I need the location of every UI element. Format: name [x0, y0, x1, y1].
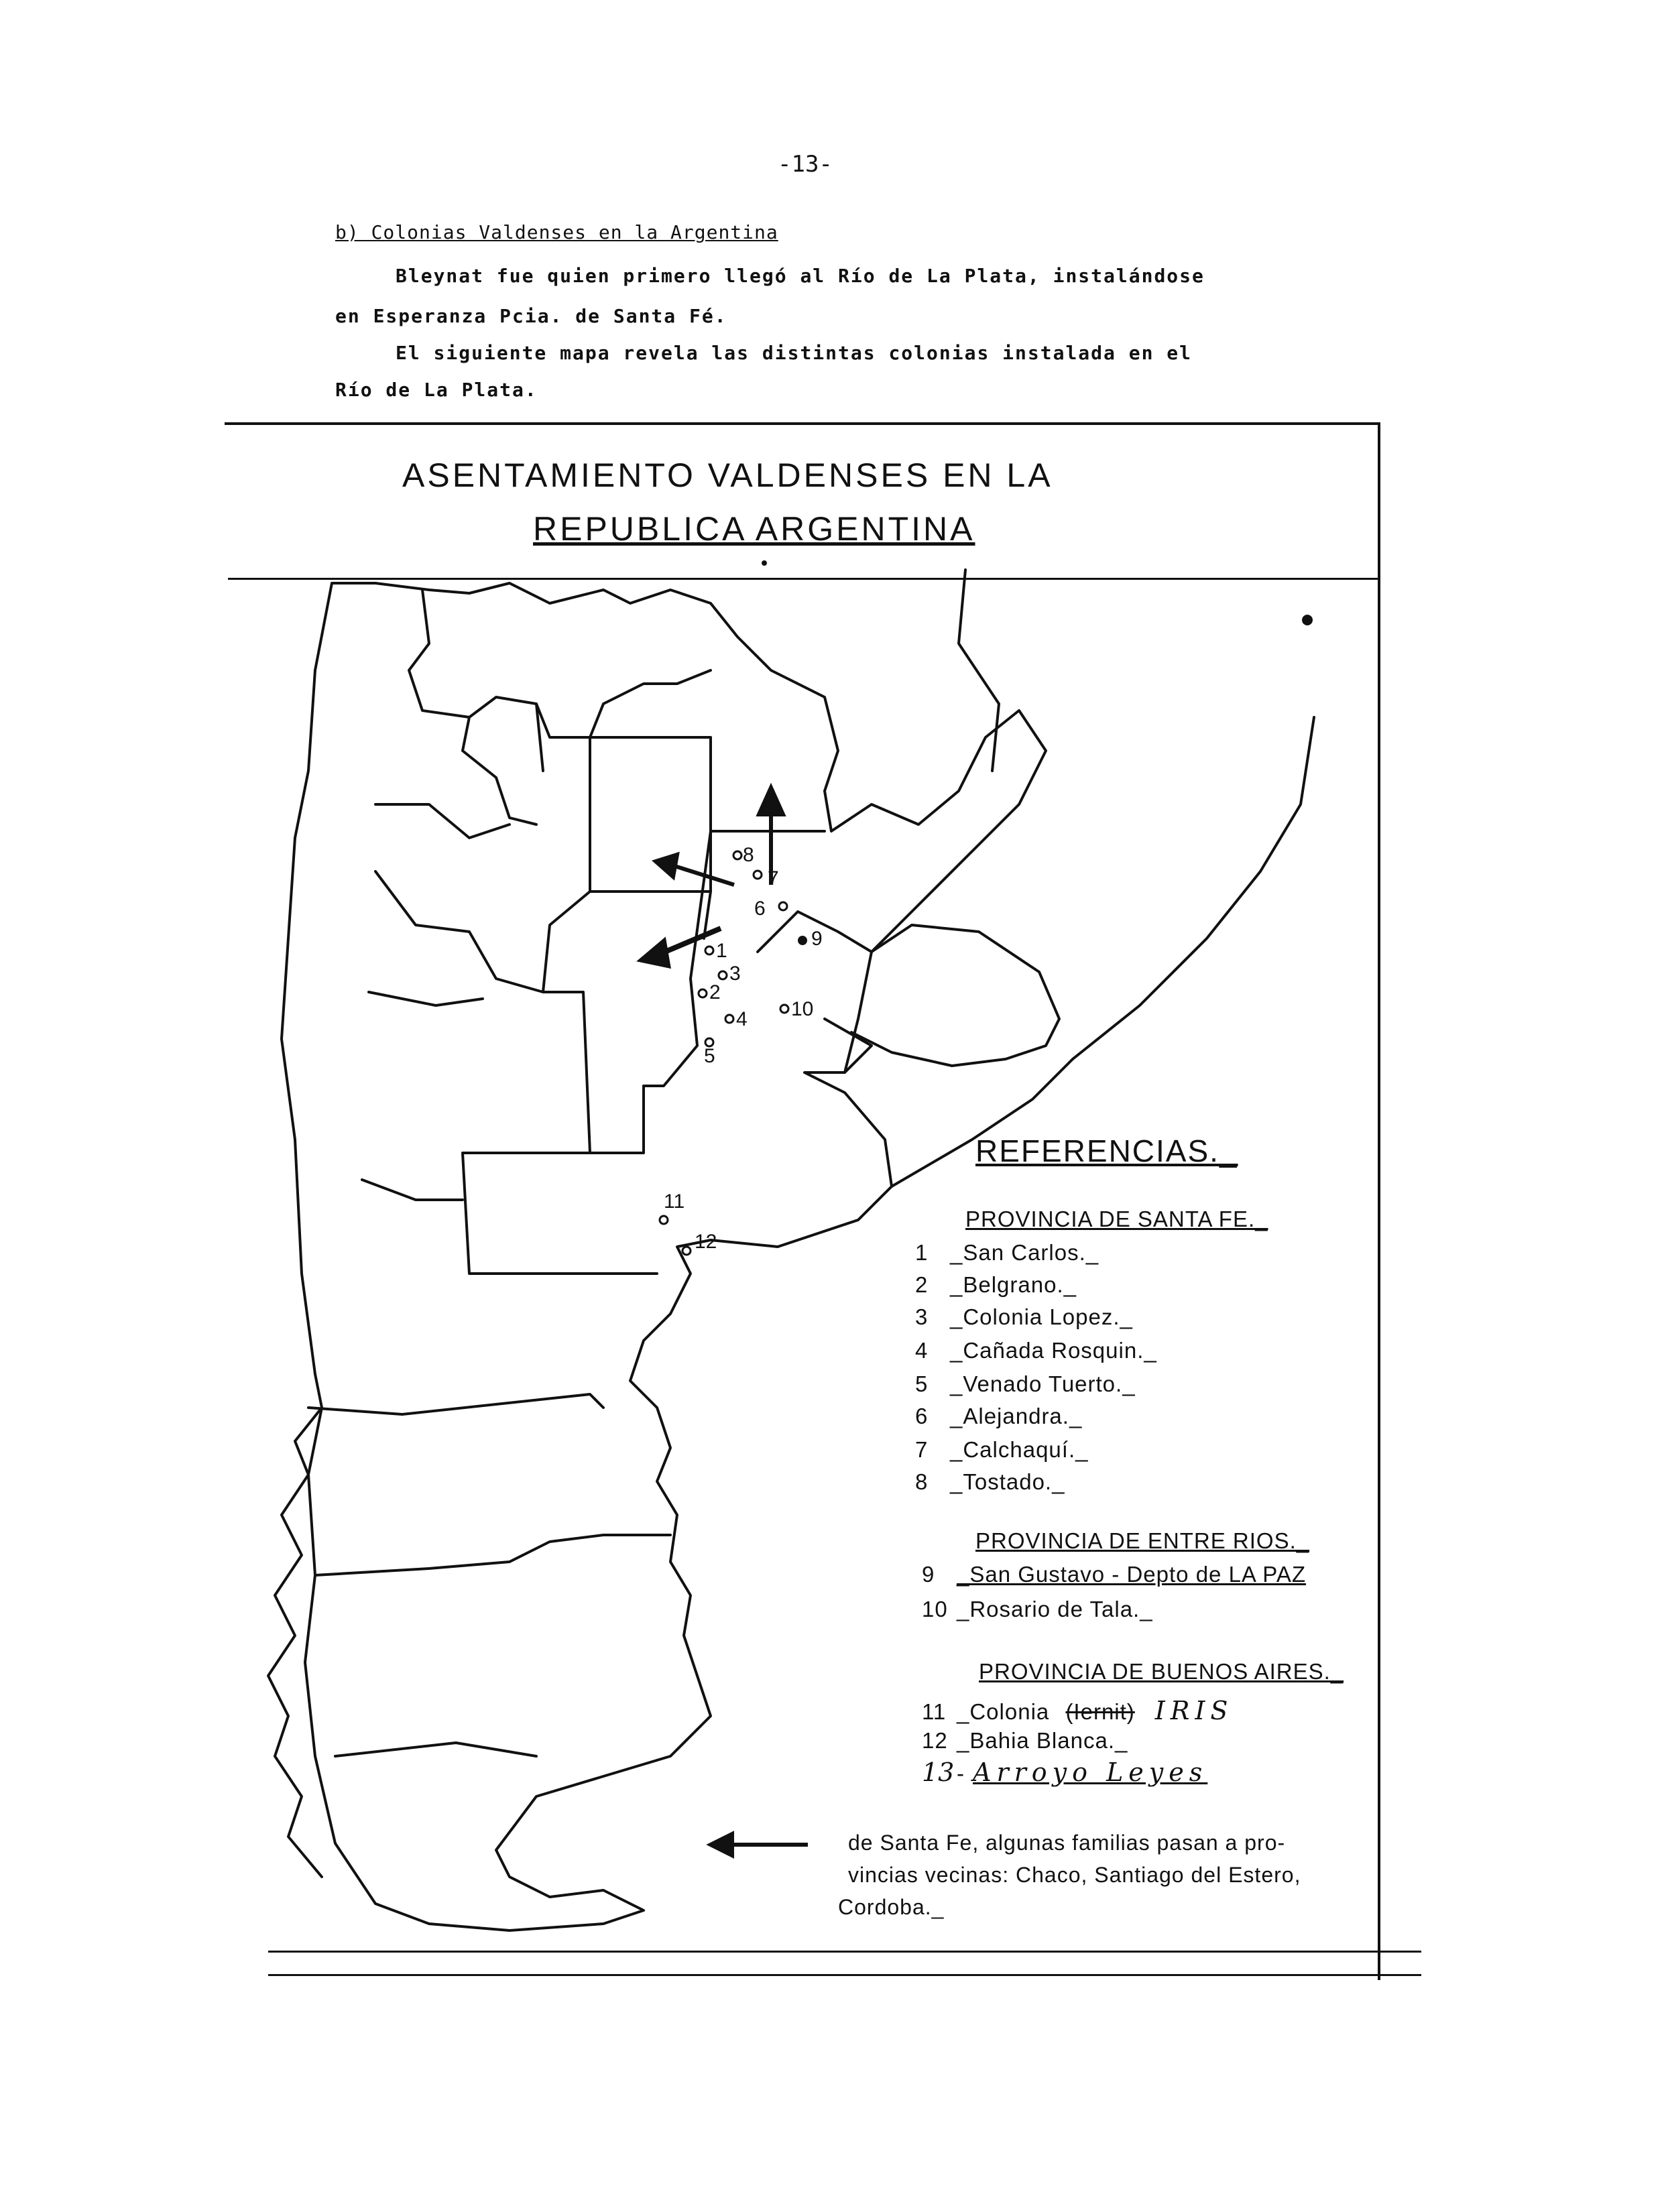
note-line-3: Cordoba._ [838, 1895, 945, 1919]
point-label-3: 3 [729, 963, 741, 985]
note-line-2: vincias vecinas: Chaco, Santiago del Estero, [848, 1863, 1301, 1887]
scan-mark [1302, 615, 1313, 625]
reference-number: 2 [915, 1272, 929, 1297]
reference-number: 10 [922, 1597, 948, 1621]
arrow-up-icon [759, 788, 783, 885]
province-border [369, 992, 483, 1005]
point-label-9: 9 [811, 928, 823, 950]
settlement-marker-2 [699, 989, 707, 997]
reference-text: _Calchaquí._ [950, 1437, 1089, 1462]
reference-item-9 [922, 1562, 1306, 1587]
reference-text: _San Carlos._ [950, 1240, 1099, 1265]
paragraph-line-4: Río de La Plata. [335, 379, 538, 401]
settlement-marker-9 [798, 936, 807, 945]
note-line-1: de Santa Fe, algunas familias pasan a pro- [848, 1831, 1286, 1855]
settlement-marker-1 [705, 946, 713, 955]
reference-item-12 [922, 1728, 1128, 1754]
reference-number: 3 [915, 1304, 929, 1329]
province-border [543, 892, 590, 1153]
bottom-rule [268, 1974, 1421, 1976]
province-border [375, 804, 510, 838]
reference-number: 6 [915, 1404, 929, 1428]
point-label-1: 1 [716, 940, 727, 962]
province-border [362, 1180, 463, 1200]
reference-item-7 [915, 1437, 1088, 1463]
province-border [463, 717, 536, 824]
settlement-marker-3 [719, 971, 727, 979]
paragraph-line-3: El siguiente mapa revela las distintas colonias instalada en el [396, 342, 1193, 364]
reference-item-13 [922, 1758, 1207, 1787]
reference-text: - [957, 1761, 965, 1786]
reference-text: _Tostado._ [950, 1469, 1065, 1494]
settlement-marker-8 [733, 851, 741, 859]
point-label-12: 12 [695, 1231, 717, 1253]
province-border [409, 590, 711, 737]
bottom-rule [268, 1951, 1421, 1953]
coastline [268, 1408, 322, 1877]
settlement-marker-4 [725, 1015, 733, 1023]
page-number: -13- [778, 151, 833, 178]
province-border [335, 1743, 536, 1756]
handwritten-text: IRIS [1154, 1696, 1234, 1725]
province-heading-buenos-aires: PROVINCIA DE BUENOS AIRES._ [979, 1659, 1344, 1684]
reference-number: 1 [915, 1240, 929, 1265]
coastline [851, 925, 1059, 1066]
point-label-10: 10 [791, 998, 814, 1020]
scan-mark [762, 560, 767, 566]
reference-item-2 [915, 1272, 1077, 1298]
reference-text: _Belgrano._ [950, 1272, 1077, 1297]
reference-number: 7 [915, 1437, 929, 1462]
reference-number: 5 [915, 1371, 929, 1396]
reference-text: _Alejandra._ [950, 1404, 1083, 1428]
reference-item-11 [922, 1696, 1233, 1725]
province-border [463, 1086, 657, 1274]
reference-number: 4 [915, 1338, 929, 1363]
reference-number: 12 [922, 1728, 948, 1753]
reference-text: _Colonia Lopez._ [950, 1304, 1133, 1329]
province-heading-santa-fe: PROVINCIA DE SANTA FE._ [965, 1207, 1268, 1231]
map-title-line-1: ASENTAMIENTO VALDENSES EN LA [402, 456, 1053, 494]
reference-text: _Venado Tuerto._ [950, 1371, 1136, 1396]
reference-text: _San Gustavo - Depto de LA PAZ [957, 1562, 1307, 1587]
paragraph-line-2: en Esperanza Pcia. de Santa Fé. [335, 305, 727, 327]
reference-item-4 [915, 1338, 1157, 1363]
province-heading-entre-rios: PROVINCIA DE ENTRE RIOS._ [975, 1528, 1310, 1553]
province-border [959, 570, 999, 771]
point-label-8: 8 [743, 844, 754, 866]
point-label-4: 4 [736, 1008, 748, 1030]
point-label-2: 2 [709, 981, 721, 1003]
section-heading-text: b) Colonias Valdenses en la Argentina [335, 221, 778, 243]
point-label-6: 6 [754, 898, 766, 920]
settlement-marker-6 [779, 902, 787, 910]
reference-text: _Cañada Rosquin._ [950, 1338, 1157, 1363]
references-heading: REFERENCIAS._ [975, 1133, 1238, 1168]
reference-item-10 [922, 1597, 1153, 1622]
reference-text: _Rosario de Tala._ [957, 1597, 1153, 1621]
coastline [1073, 717, 1314, 1059]
province-border [315, 1535, 670, 1575]
reference-number: 8 [915, 1469, 929, 1494]
reference-item-8 [915, 1469, 1065, 1495]
arrow-left-icon [656, 855, 734, 885]
handwritten-text: Arroyo Leyes [973, 1758, 1208, 1787]
reference-text: _Bahia Blanca._ [957, 1728, 1128, 1753]
settlement-marker-10 [780, 1005, 788, 1013]
point-label-11: 11 [664, 1190, 685, 1213]
point-label-7: 7 [768, 867, 779, 889]
reference-item-5 [915, 1371, 1136, 1397]
reference-item-6 [915, 1404, 1082, 1429]
reference-item-3 [915, 1304, 1133, 1330]
settlement-marker-7 [754, 871, 762, 879]
map-title-line-2: REPUBLICA ARGENTINA [533, 510, 975, 548]
settlement-marker-11 [660, 1216, 668, 1224]
paragraph-line-1: Bleynat fue quien primero llegó al Río de La Plata, instalándose [396, 265, 1205, 287]
reference-number: 11 [922, 1699, 947, 1724]
reference-number: 13 [922, 1758, 955, 1787]
point-label-5: 5 [704, 1045, 715, 1067]
province-border [375, 871, 543, 992]
reference-text: _Colonia [957, 1699, 1050, 1724]
province-border [590, 737, 711, 892]
reference-item-1 [915, 1240, 1099, 1266]
struck-text: (Iernit) [1065, 1699, 1135, 1724]
province-border [308, 1394, 603, 1414]
arrow-left-icon [711, 1834, 808, 1855]
reference-number: 9 [922, 1562, 935, 1587]
settlement-marker-12 [682, 1247, 691, 1255]
